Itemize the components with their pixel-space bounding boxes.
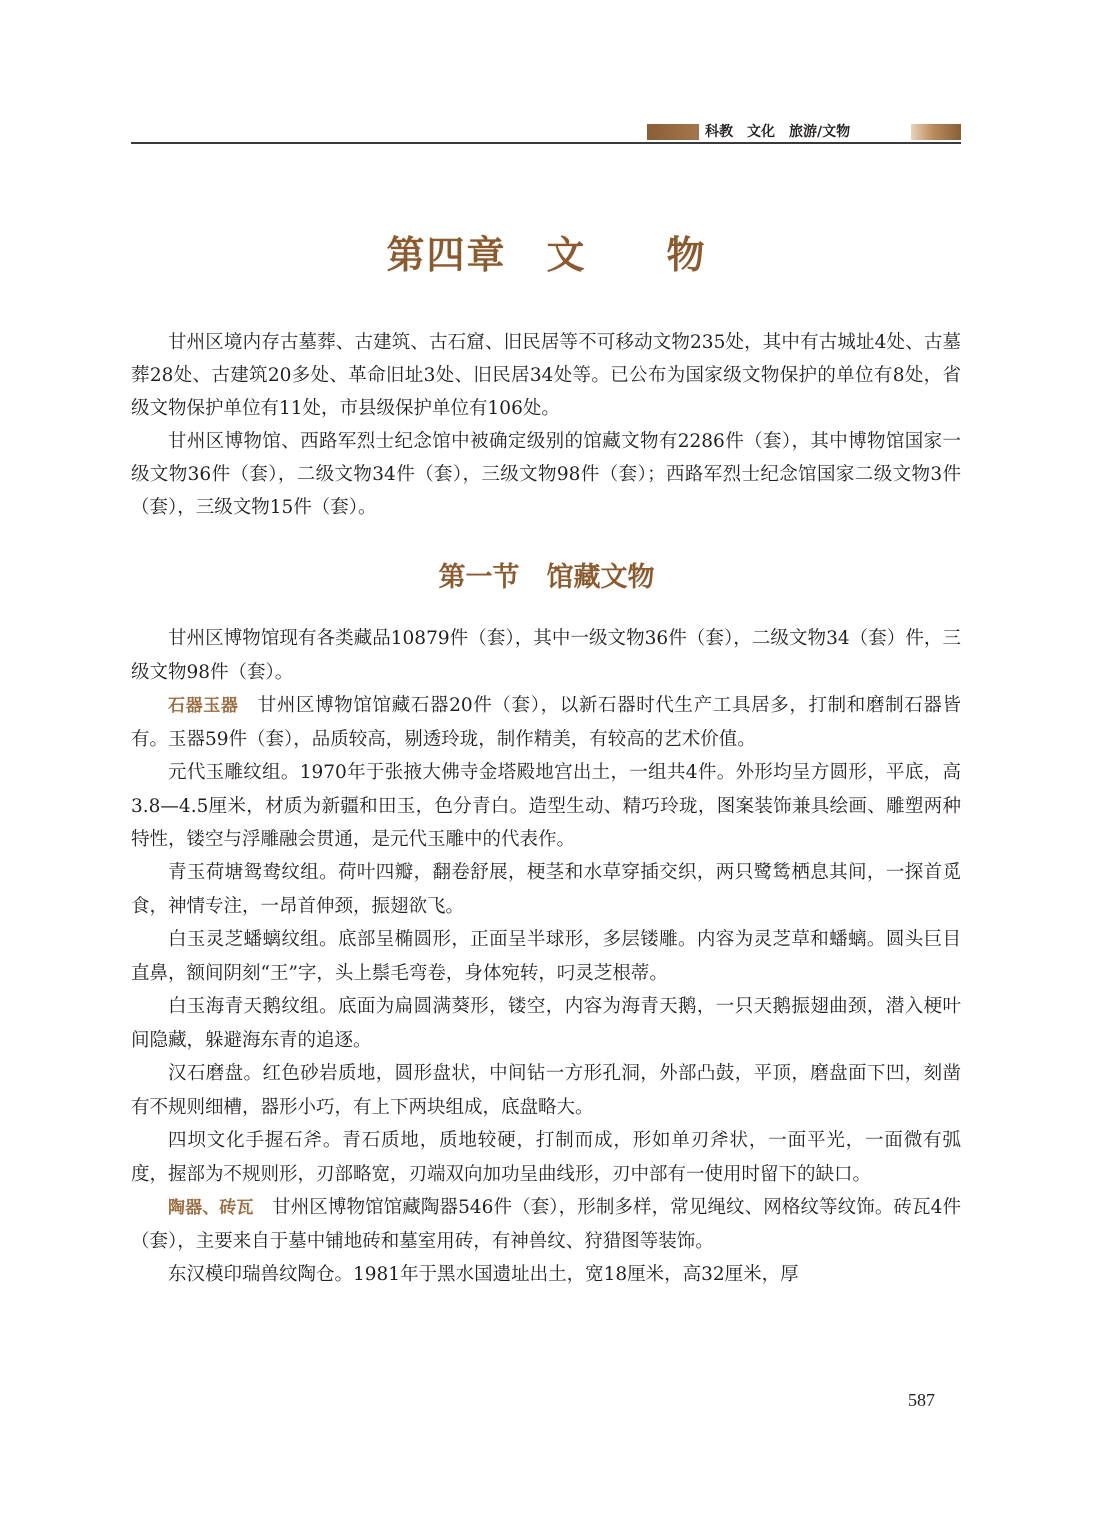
- paragraph-text: 甘州区博物馆馆藏陶器546件（套），形制多样，常见绳纹、网格纹等纹饰。砖瓦4件（套），主要来自于墓中铺地砖和墓室用砖，有神兽纹、狩猎图等装饰。: [131, 1197, 961, 1252]
- body-paragraph: [131, 1191, 961, 1258]
- header-decor-bar-right: [911, 124, 961, 140]
- body-paragraph: [131, 990, 961, 1057]
- section-body: [131, 622, 961, 1292]
- body-paragraph: [131, 1258, 961, 1292]
- paragraph-lead: 石器玉器: [168, 696, 239, 716]
- running-header: [131, 120, 961, 144]
- body-paragraph: [131, 1057, 961, 1124]
- chapter-title: 第四章 文 物: [386, 232, 707, 277]
- paragraph-text: 白玉灵芝蟠螭纹组。底部呈椭圆形，正面呈半球形，多层镂雕。内容为灵芝草和蟠螭。圆头巨目直鼻，额间阴刻“王”字，头上鬃毛弯卷，身体宛转，叼灵芝根蒂。: [131, 929, 961, 984]
- paragraph-text: 东汉模印瑞兽纹陶仓。1981年于黑水国遗址出土，宽18厘米，高32厘米，厚: [168, 1264, 799, 1285]
- paragraph-text: 白玉海青天鹅纹组。底面为扁圆满葵形，镂空，内容为海青天鹅，一只天鹅振翅曲颈，潜入梗叶间隐藏，躲避海东青的追逐。: [131, 996, 961, 1051]
- body-paragraph: [131, 689, 961, 756]
- page-number: 587: [908, 1390, 935, 1410]
- paragraph-text: 汉石磨盘。红色砂岩质地，圆形盘状，中间钻一方形孔洞，外部凸鼓，平顶，磨盘面下凹，刻凿有不规则细槽，器形小巧，有上下两块组成，底盘略大。: [131, 1063, 961, 1118]
- running-title: 科教 文化 旅游∕文物: [699, 122, 856, 142]
- body-paragraph: [131, 1124, 961, 1191]
- section-title: 第一节 馆藏文物: [438, 562, 655, 593]
- intro-paragraph: 甘州区境内存古墓葬、古建筑、古石窟、旧民居等不可移动文物235处，其中有古城址4处、古墓葬28处、古建筑20多处、革命旧址3处、旧民居34处等。已公布为国家级文物保护的单位有8处，省级文物保护单位有11处，市县级保护单位有106处。: [131, 332, 961, 419]
- paragraph-text: 四坝文化手握石斧。青石质地，质地较硬，打制而成，形如单刃斧状，一面平光，一面微有弧度，握部为不规则形，刃部略宽，刃端双向加功呈曲线形，刃中部有一使用时留下的缺口。: [131, 1130, 961, 1185]
- paragraph-text: 青玉荷塘鸳鸯纹组。荷叶四瓣，翻卷舒展，梗茎和水草穿插交织，两只鹭鸶栖息其间，一探首觅食，神情专注，一昂首伸颈，振翅欲飞。: [131, 862, 961, 917]
- paragraph-lead: 陶器、砖瓦: [168, 1198, 254, 1218]
- body-paragraph: [131, 756, 961, 856]
- paragraph-text: 甘州区博物馆现有各类藏品10879件（套），其中一级文物36件（套），二级文物34（套）件，三级文物98件（套）。: [131, 628, 961, 683]
- header-rule: [131, 142, 961, 144]
- body-paragraph: [131, 856, 961, 923]
- body-paragraph: [131, 622, 961, 689]
- paragraph-text: 甘州区博物馆馆藏石器20件（套），以新石器时代生产工具居多，打制和磨制石器皆有。玉器59件（套），品质较高，剔透玲珑，制作精美，有较高的艺术价值。: [131, 695, 962, 750]
- body-paragraph: [131, 923, 961, 990]
- paragraph-text: 元代玉雕纹组。1970年于张掖大佛寺金塔殿地宫出土，一组共4件。外形均呈方圆形，平底，高3.8—4.5厘米，材质为新疆和田玉，色分青白。造型生动、精巧玲珑，图案装饰兼具绘画、雕塑两种特性，镂空与浮雕融会贯通，是元代玉雕中的代表作。: [131, 762, 961, 850]
- intro-paragraph: 甘州区博物馆、西路军烈士纪念馆中被确定级别的馆藏文物有2286件（套），其中博物馆国家一级文物36件（套），二级文物34件（套），三级文物98件（套）；西路军烈士纪念馆国家二级文物3件（套），三级文物15件（套）。: [131, 431, 961, 518]
- intro-text: [131, 326, 961, 524]
